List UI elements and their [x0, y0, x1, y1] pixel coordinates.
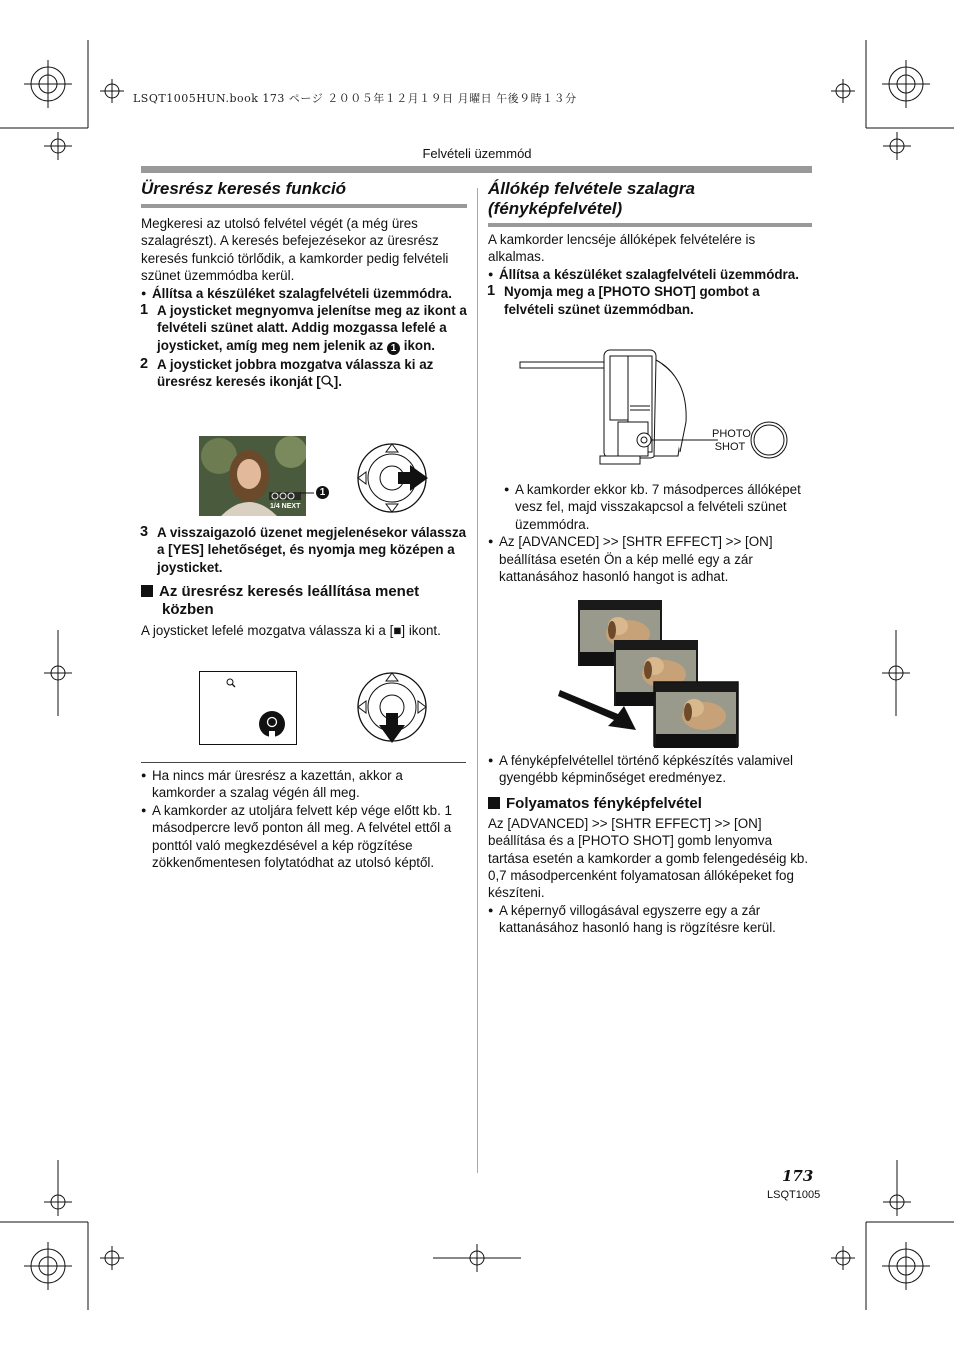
step-number: 3	[140, 524, 149, 540]
cont-heading: Folyamatos fényképfelvétel	[488, 795, 812, 813]
section-header: Felvételi üzemmód	[422, 146, 532, 161]
right-column	[488, 179, 812, 318]
continuous-photos-illustration	[558, 598, 742, 750]
step-number: 1	[487, 283, 496, 300]
left-title: Üresrész keresés funkció	[141, 179, 347, 198]
callout-1-icon: 1	[316, 486, 329, 499]
left-note-2: ● A kamkorder az utoljára felvett kép vége előtt kb. 1 másodpercre levő ponton áll meg. A felvétel ettől a ponttól való megkezdésével a kép rögzítése zökkenőmentesen folytatódhat az utolsó képtől.	[141, 802, 467, 872]
left-step-3: 3 A visszaigazoló üzenet megjelenésekor válassza a [YES] lehetőséget, és nyomja meg középen a joysticket.	[140, 524, 467, 575]
step-number: 1	[140, 302, 149, 319]
page-number: 173	[782, 1167, 814, 1185]
right-section-b	[488, 752, 812, 937]
square-bullet-icon	[141, 585, 153, 597]
right-note-a1: ● A kamkorder ekkor kb. 7 másodperces állóképet vesz fel, majd visszakapcsol a felvételi szünet üzemmódra.	[504, 481, 812, 533]
right-title: Állókép felvétele szalagra (fényképfelvétel)	[488, 179, 695, 218]
right-bullet-set: ● Állítsa a készüléket szalagfelvételi üzemmódra.	[488, 266, 812, 283]
square-bullet-icon	[488, 797, 500, 809]
camcorder-illustration	[518, 346, 798, 472]
stop-heading: Az üresrész keresés leállítása menet közben	[141, 583, 467, 619]
column-divider	[477, 188, 478, 1173]
marker-1-icon: 1	[387, 342, 400, 355]
left-column-2	[141, 524, 467, 640]
print-header: LSQT1005HUN.book 173 ページ ２００５年１２月１９日 月曜日 午後９時１３分	[133, 92, 577, 105]
left-intro: Megkeresi az utolsó felvétel végét (a még üres szalagrészt). A keresés befejezésekor az üresrész keresés funkció törlődik, a kamkorder pedig felvételi szünet üzemmódba kerül.	[141, 216, 449, 284]
joystick-right-icon	[354, 440, 434, 516]
left-column	[141, 179, 467, 391]
blank-search-icon	[321, 375, 334, 388]
right-note-b: ● A fényképfelvétellel történő képkészítés valamivel gyengébb képminőséget eredményez.	[488, 752, 812, 787]
stop-screen	[199, 671, 297, 745]
stop-text: A joysticket lefelé mozgatva válassza ki a [■] ikont.	[141, 623, 441, 639]
right-title-bar	[488, 223, 812, 227]
header-bar	[141, 166, 812, 173]
left-rule	[141, 762, 466, 763]
right-step-1: 1 Nyomja meg a [PHOTO SHOT] gombot a felvételi szünet üzemmódban.	[487, 283, 760, 317]
step-number: 2	[140, 355, 149, 372]
camera-screen-photo	[199, 436, 306, 516]
right-note-a2: ● Az [ADVANCED] >> [SHTR EFFECT] >> [ON] beállítása esetén Ön a kép mellé egy a zár kattanásához hasonló hangot is adhat.	[488, 533, 812, 585]
cont-text: Az [ADVANCED] >> [SHTR EFFECT] >> [ON] beállítása és a [PHOTO SHOT] gomb lenyomva tartása esetén a kamkorder a gomb felengedéséig kb. 0,7 másodpercenként folyamatosan állóképeket fog készíteni.	[488, 815, 809, 901]
left-title-bar	[141, 204, 467, 208]
left-bullet-set: ● Állítsa a készüléket szalagfelvételi üzemmódra.	[141, 285, 467, 302]
photo-shot-label: PHOTO SHOT	[712, 428, 751, 453]
left-step-1: 1 A joysticket megnyomva jelenítse meg az ikont a felvételi szünet alatt. Addig mozgassa lefelé a joysticket, amíg meg nem jelenik az 1 ikon.	[140, 302, 467, 354]
left-note-1: ● Ha nincs már üresrész a kazettán, akkor a kamkorder a szalag végén áll meg.	[141, 767, 467, 802]
left-notes	[141, 767, 467, 871]
joystick-down-icon	[354, 669, 430, 749]
right-intro: A kamkorder lencséje állóképek felvételére is alkalmas.	[488, 232, 756, 265]
right-notes-a	[488, 481, 812, 585]
cont-note: ● A képernyő villogásával egyszerre egy a zár kattanásához hasonló hang is rögzítésre kerül.	[488, 902, 812, 937]
doc-code: LSQT1005	[767, 1189, 821, 1201]
crop-target-icon	[24, 60, 72, 108]
screen-next-label: 1/4 NEXT	[270, 503, 301, 510]
left-step-2: 2 A joysticket jobbra mozgatva válassza ki az üresrész keresés ikonját [ ].	[140, 355, 434, 390]
